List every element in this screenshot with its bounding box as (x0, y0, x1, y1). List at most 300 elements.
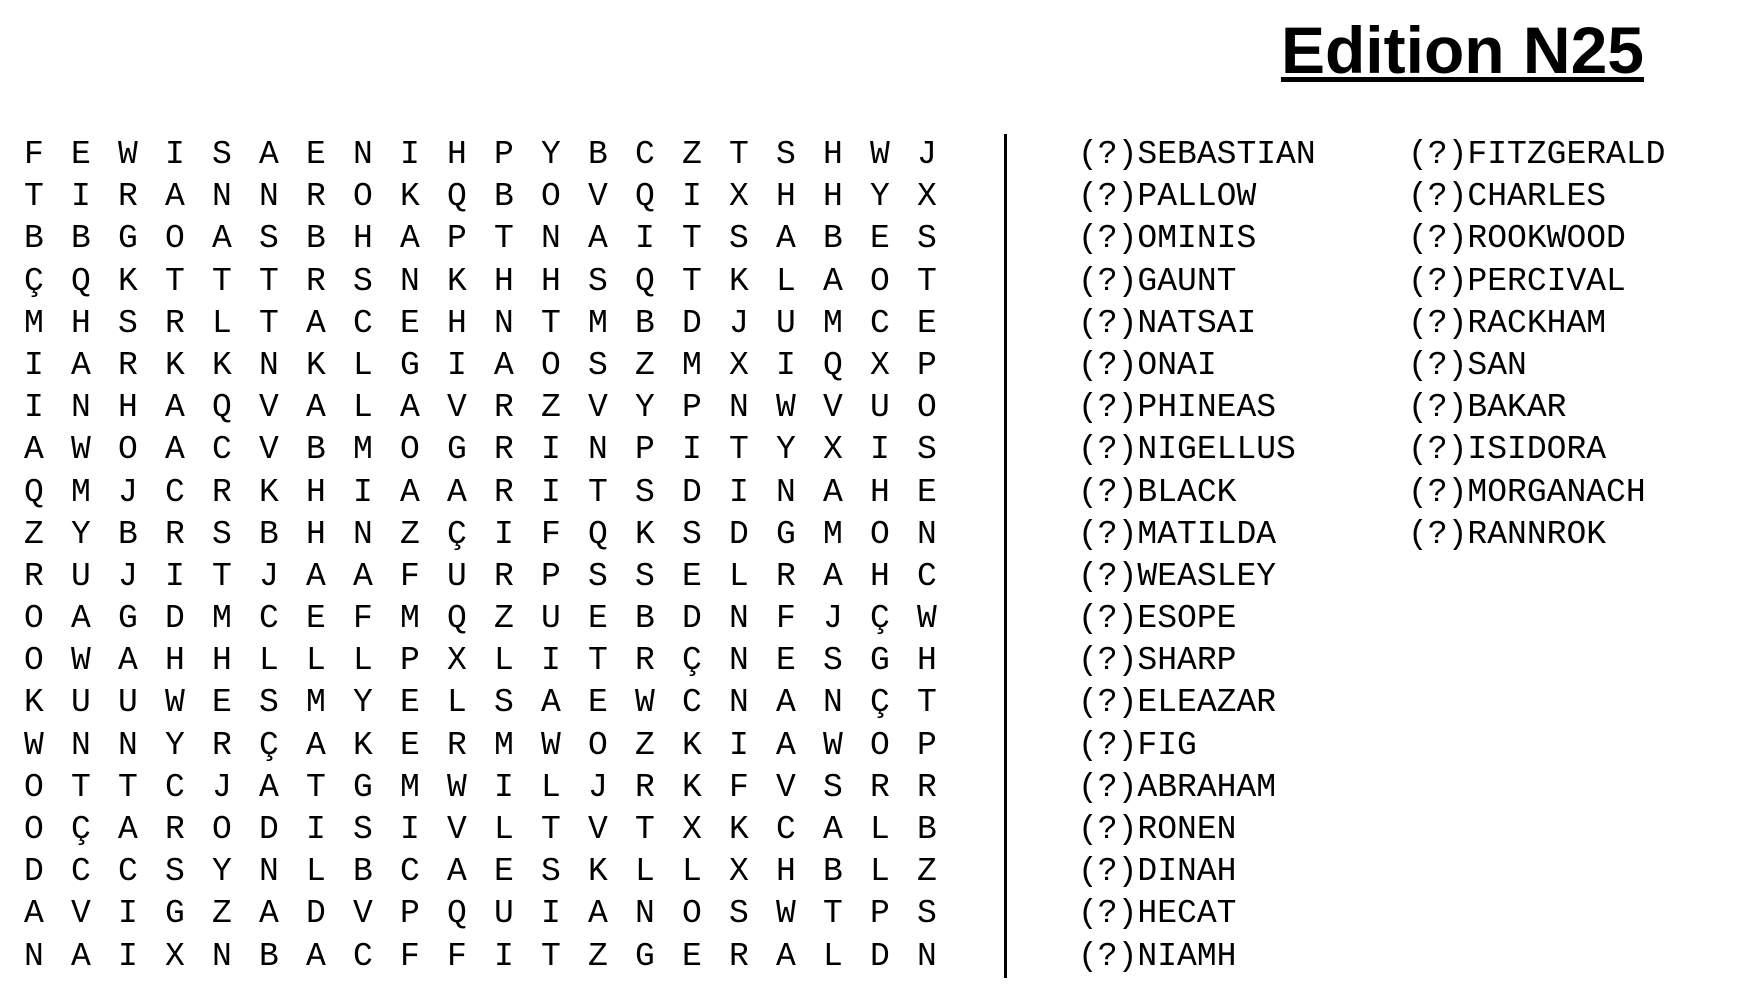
grid-cell[interactable]: T (259, 262, 279, 300)
grid-cell[interactable]: Q (635, 262, 655, 300)
grid-cell[interactable]: F (353, 600, 373, 638)
grid-cell[interactable]: I (447, 346, 467, 384)
grid-cell[interactable]: I (24, 389, 44, 427)
grid-cell[interactable]: T (729, 136, 749, 173)
found-marker[interactable]: (?) (1408, 515, 1468, 553)
grid-cell[interactable]: D (24, 853, 44, 891)
grid-cell[interactable]: A (71, 937, 91, 975)
grid-cell[interactable]: N (729, 642, 749, 680)
grid-cell[interactable]: X (729, 346, 749, 384)
grid-cell[interactable]: Y (212, 853, 232, 891)
grid-cell[interactable]: Y (776, 431, 796, 469)
grid-cell[interactable]: I (118, 895, 138, 933)
grid-cell[interactable]: T (259, 304, 279, 342)
grid-cell[interactable]: W (541, 726, 561, 764)
grid-cell[interactable]: H (306, 515, 326, 553)
grid-cell[interactable]: J (212, 768, 232, 806)
word-item[interactable] (1078, 218, 1316, 260)
grid-cell[interactable]: R (776, 557, 796, 595)
grid-cell[interactable]: B (118, 515, 138, 553)
grid-cell[interactable]: S (541, 853, 561, 891)
grid-cell[interactable]: J (118, 473, 138, 511)
grid-cell[interactable]: R (165, 811, 185, 848)
grid-cell[interactable]: Z (635, 726, 655, 764)
grid-cell[interactable]: A (165, 431, 185, 469)
grid-cell[interactable]: C (776, 811, 796, 848)
word-item[interactable] (1408, 261, 1665, 303)
grid-cell[interactable]: N (353, 136, 373, 173)
word-item[interactable] (1408, 134, 1665, 176)
grid-cell[interactable]: W (635, 684, 655, 722)
grid-cell[interactable]: E (917, 304, 937, 342)
grid-cell[interactable]: W (447, 768, 467, 806)
grid-cell[interactable]: V (353, 895, 373, 933)
grid-cell[interactable]: O (870, 726, 890, 764)
grid-cell[interactable]: P (917, 726, 937, 764)
grid-cell[interactable]: M (400, 600, 420, 638)
grid-cell[interactable]: T (541, 304, 561, 342)
grid-cell[interactable]: L (353, 346, 373, 384)
grid-cell[interactable]: A (588, 895, 608, 933)
grid-cell[interactable]: V (588, 811, 608, 848)
grid-cell[interactable]: U (71, 684, 91, 722)
grid-cell[interactable]: L (447, 684, 467, 722)
grid-cell[interactable]: H (118, 389, 138, 427)
grid-cell[interactable]: H (447, 304, 467, 342)
grid-cell[interactable]: H (823, 136, 843, 173)
found-marker[interactable]: (?) (1078, 473, 1138, 511)
grid-cell[interactable]: E (682, 557, 702, 595)
word-item[interactable] (1408, 176, 1665, 218)
grid-cell[interactable]: B (24, 220, 44, 258)
grid-cell[interactable]: A (823, 473, 843, 511)
grid-cell[interactable]: I (118, 937, 138, 975)
grid-cell[interactable]: L (212, 304, 232, 342)
grid-cell[interactable]: I (870, 431, 890, 469)
grid-cell[interactable]: L (306, 642, 326, 680)
grid-cell[interactable]: V (259, 431, 279, 469)
grid-cell[interactable]: N (212, 178, 232, 216)
grid-cell[interactable]: U (870, 389, 890, 427)
grid-cell[interactable]: E (306, 600, 326, 638)
grid-cell[interactable]: I (729, 726, 749, 764)
grid-cell[interactable]: W (118, 136, 138, 173)
grid-cell[interactable]: M (823, 515, 843, 553)
grid-cell[interactable]: R (494, 473, 514, 511)
grid-cell[interactable]: O (870, 515, 890, 553)
word-item[interactable] (1078, 472, 1316, 514)
grid-cell[interactable]: J (588, 768, 608, 806)
grid-cell[interactable]: M (212, 600, 232, 638)
grid-cell[interactable]: A (118, 811, 138, 848)
grid-cell[interactable]: K (306, 346, 326, 384)
grid-cell[interactable]: S (212, 515, 232, 553)
grid-cell[interactable]: S (259, 684, 279, 722)
grid-cell[interactable]: N (259, 853, 279, 891)
grid-cell[interactable]: S (118, 304, 138, 342)
grid-cell[interactable]: N (917, 515, 937, 553)
grid-cell[interactable]: I (165, 136, 185, 173)
grid-cell[interactable]: K (635, 515, 655, 553)
grid-cell[interactable]: K (165, 346, 185, 384)
grid-cell[interactable]: V (71, 895, 91, 933)
grid-cell[interactable]: R (306, 178, 326, 216)
word-item[interactable] (1408, 303, 1665, 345)
grid-cell[interactable]: R (917, 768, 937, 806)
grid-cell[interactable]: F (24, 136, 44, 173)
grid-cell[interactable]: N (541, 220, 561, 258)
grid-cell[interactable]: E (588, 600, 608, 638)
grid-cell[interactable]: C (259, 600, 279, 638)
grid-cell[interactable]: O (541, 346, 561, 384)
grid-cell[interactable]: T (71, 768, 91, 806)
grid-cell[interactable]: Z (494, 600, 514, 638)
grid-cell[interactable]: A (447, 473, 467, 511)
grid-cell[interactable]: S (259, 220, 279, 258)
grid-cell[interactable]: I (165, 557, 185, 595)
grid-cell[interactable]: M (400, 768, 420, 806)
grid-cell[interactable]: E (71, 136, 91, 173)
grid-cell[interactable]: S (165, 853, 185, 891)
grid-cell[interactable]: T (212, 262, 232, 300)
grid-cell[interactable]: A (776, 937, 796, 975)
grid-cell[interactable]: W (24, 726, 44, 764)
word-item[interactable] (1078, 514, 1316, 556)
grid-cell[interactable]: Q (24, 473, 44, 511)
grid-cell[interactable]: E (400, 726, 420, 764)
grid-cell[interactable]: E (870, 220, 890, 258)
grid-cell[interactable]: Ç (870, 600, 890, 638)
grid-cell[interactable]: R (165, 304, 185, 342)
grid-cell[interactable]: Z (588, 937, 608, 975)
found-marker[interactable]: (?) (1078, 262, 1138, 300)
grid-cell[interactable]: M (353, 431, 373, 469)
grid-cell[interactable]: A (259, 895, 279, 933)
grid-cell[interactable]: A (212, 220, 232, 258)
grid-cell[interactable]: K (400, 178, 420, 216)
grid-cell[interactable]: W (71, 642, 91, 680)
grid-cell[interactable]: F (729, 768, 749, 806)
grid-cell[interactable]: T (588, 642, 608, 680)
grid-cell[interactable]: A (400, 473, 420, 511)
grid-cell[interactable]: A (494, 346, 514, 384)
grid-cell[interactable]: R (729, 937, 749, 975)
grid-cell[interactable]: A (823, 262, 843, 300)
word-item[interactable] (1078, 303, 1316, 345)
grid-cell[interactable]: C (165, 473, 185, 511)
grid-cell[interactable]: L (682, 853, 702, 891)
grid-cell[interactable]: L (870, 811, 890, 848)
grid-cell[interactable]: A (24, 895, 44, 933)
word-item[interactable] (1078, 725, 1316, 767)
grid-cell[interactable]: R (447, 726, 467, 764)
word-item[interactable] (1078, 598, 1316, 640)
grid-cell[interactable]: P (400, 895, 420, 933)
grid-cell[interactable]: I (541, 473, 561, 511)
word-item[interactable] (1078, 176, 1316, 218)
grid-cell[interactable]: K (447, 262, 467, 300)
grid-cell[interactable]: G (118, 600, 138, 638)
grid-cell[interactable]: J (729, 304, 749, 342)
word-item[interactable] (1408, 429, 1665, 471)
grid-cell[interactable]: X (823, 431, 843, 469)
grid-cell[interactable]: O (682, 895, 702, 933)
grid-cell[interactable]: M (306, 684, 326, 722)
grid-cell[interactable]: H (494, 262, 514, 300)
grid-cell[interactable]: T (165, 262, 185, 300)
grid-cell[interactable]: L (259, 642, 279, 680)
grid-cell[interactable]: F (776, 600, 796, 638)
grid-cell[interactable]: N (24, 937, 44, 975)
grid-cell[interactable]: C (635, 136, 655, 173)
grid-cell[interactable]: A (71, 346, 91, 384)
grid-cell[interactable]: O (541, 178, 561, 216)
word-item[interactable] (1078, 936, 1316, 978)
grid-cell[interactable]: D (870, 937, 890, 975)
grid-cell[interactable]: X (917, 178, 937, 216)
grid-cell[interactable]: D (306, 895, 326, 933)
grid-cell[interactable]: N (729, 684, 749, 722)
grid-cell[interactable]: G (353, 768, 373, 806)
grid-cell[interactable]: A (776, 220, 796, 258)
grid-cell[interactable]: Q (71, 262, 91, 300)
word-item[interactable] (1078, 556, 1316, 598)
grid-cell[interactable]: K (118, 262, 138, 300)
grid-cell[interactable]: G (118, 220, 138, 258)
grid-cell[interactable]: B (823, 853, 843, 891)
word-item[interactable] (1078, 261, 1316, 303)
grid-cell[interactable]: P (494, 136, 514, 173)
grid-cell[interactable]: Z (541, 389, 561, 427)
grid-cell[interactable]: E (682, 937, 702, 975)
grid-cell[interactable]: N (917, 937, 937, 975)
grid-cell[interactable]: C (353, 304, 373, 342)
grid-cell[interactable]: E (917, 473, 937, 511)
found-marker[interactable]: (?) (1078, 178, 1138, 216)
grid-cell[interactable]: Y (541, 136, 561, 173)
grid-cell[interactable]: L (729, 557, 749, 595)
grid-cell[interactable]: R (118, 346, 138, 384)
grid-cell[interactable]: W (823, 726, 843, 764)
grid-cell[interactable]: S (588, 262, 608, 300)
grid-cell[interactable]: A (118, 642, 138, 680)
grid-cell[interactable]: B (306, 220, 326, 258)
grid-cell[interactable]: P (541, 557, 561, 595)
grid-cell[interactable]: S (917, 895, 937, 933)
grid-cell[interactable]: Q (447, 600, 467, 638)
found-marker[interactable]: (?) (1078, 346, 1138, 384)
word-item[interactable] (1078, 767, 1316, 809)
grid-cell[interactable]: N (729, 389, 749, 427)
grid-cell[interactable]: M (494, 726, 514, 764)
grid-cell[interactable]: L (635, 853, 655, 891)
grid-cell[interactable]: U (71, 557, 91, 595)
grid-cell[interactable]: Y (870, 178, 890, 216)
grid-cell[interactable]: B (823, 220, 843, 258)
grid-cell[interactable]: C (165, 768, 185, 806)
grid-cell[interactable]: S (682, 515, 702, 553)
grid-cell[interactable]: K (729, 262, 749, 300)
grid-cell[interactable]: S (353, 811, 373, 848)
grid-cell[interactable]: L (870, 853, 890, 891)
grid-cell[interactable]: O (165, 220, 185, 258)
grid-cell[interactable]: O (870, 262, 890, 300)
found-marker[interactable]: (?) (1408, 304, 1468, 342)
grid-cell[interactable]: S (635, 473, 655, 511)
grid-cell[interactable]: B (306, 431, 326, 469)
grid-cell[interactable]: S (917, 431, 937, 469)
word-item[interactable] (1078, 809, 1316, 851)
grid-cell[interactable]: C (212, 431, 232, 469)
grid-cell[interactable]: A (306, 726, 326, 764)
word-item[interactable] (1078, 134, 1316, 176)
grid-cell[interactable]: A (588, 220, 608, 258)
grid-cell[interactable]: Z (682, 136, 702, 173)
grid-cell[interactable]: U (447, 557, 467, 595)
grid-cell[interactable]: A (165, 178, 185, 216)
word-item[interactable] (1078, 345, 1316, 387)
grid-cell[interactable]: Y (165, 726, 185, 764)
grid-cell[interactable]: G (870, 642, 890, 680)
grid-cell[interactable]: G (776, 515, 796, 553)
word-item[interactable] (1078, 851, 1316, 893)
grid-cell[interactable]: H (306, 473, 326, 511)
grid-cell[interactable]: T (917, 684, 937, 722)
grid-cell[interactable]: I (635, 220, 655, 258)
grid-cell[interactable]: L (776, 262, 796, 300)
grid-cell[interactable]: N (212, 937, 232, 975)
grid-cell[interactable]: A (306, 389, 326, 427)
grid-cell[interactable]: Ç (447, 515, 467, 553)
grid-cell[interactable]: T (682, 262, 702, 300)
grid-cell[interactable]: L (306, 853, 326, 891)
grid-cell[interactable]: A (259, 136, 279, 173)
grid-cell[interactable]: Z (24, 515, 44, 553)
grid-cell[interactable]: S (212, 136, 232, 173)
grid-cell[interactable]: B (588, 136, 608, 173)
grid-cell[interactable]: O (24, 811, 44, 848)
grid-cell[interactable]: H (870, 557, 890, 595)
grid-cell[interactable]: C (870, 304, 890, 342)
grid-cell[interactable]: X (729, 178, 749, 216)
grid-cell[interactable]: A (776, 726, 796, 764)
grid-cell[interactable]: L (353, 642, 373, 680)
grid-cell[interactable]: N (400, 262, 420, 300)
grid-cell[interactable]: P (635, 431, 655, 469)
grid-cell[interactable]: E (306, 136, 326, 173)
grid-cell[interactable]: N (71, 726, 91, 764)
grid-cell[interactable]: L (541, 768, 561, 806)
grid-cell[interactable]: H (776, 178, 796, 216)
grid-cell[interactable]: T (306, 768, 326, 806)
grid-cell[interactable]: O (588, 726, 608, 764)
grid-cell[interactable]: N (118, 726, 138, 764)
grid-cell[interactable]: G (635, 937, 655, 975)
grid-cell[interactable]: K (682, 768, 702, 806)
grid-cell[interactable]: R (212, 726, 232, 764)
grid-cell[interactable]: A (776, 684, 796, 722)
found-marker[interactable]: (?) (1078, 684, 1138, 722)
grid-cell[interactable]: A (400, 389, 420, 427)
grid-cell[interactable]: S (494, 684, 514, 722)
grid-cell[interactable]: T (682, 220, 702, 258)
grid-cell[interactable]: G (447, 431, 467, 469)
grid-cell[interactable]: S (823, 768, 843, 806)
found-marker[interactable]: (?) (1078, 768, 1138, 806)
found-marker[interactable]: (?) (1078, 304, 1138, 342)
grid-cell[interactable]: E (212, 684, 232, 722)
grid-cell[interactable]: C (917, 557, 937, 595)
grid-cell[interactable]: R (494, 431, 514, 469)
grid-cell[interactable]: X (682, 811, 702, 848)
grid-cell[interactable]: S (588, 346, 608, 384)
grid-cell[interactable]: W (776, 895, 796, 933)
grid-cell[interactable]: I (541, 895, 561, 933)
grid-cell[interactable]: M (823, 304, 843, 342)
grid-cell[interactable]: D (259, 811, 279, 848)
grid-cell[interactable]: X (447, 642, 467, 680)
grid-cell[interactable]: S (588, 557, 608, 595)
grid-cell[interactable]: B (71, 220, 91, 258)
grid-cell[interactable]: T (212, 557, 232, 595)
grid-cell[interactable]: V (823, 389, 843, 427)
grid-cell[interactable]: R (306, 262, 326, 300)
word-item[interactable] (1078, 640, 1316, 682)
grid-cell[interactable]: V (447, 811, 467, 848)
grid-cell[interactable]: L (823, 937, 843, 975)
grid-cell[interactable]: I (494, 515, 514, 553)
grid-cell[interactable]: H (71, 304, 91, 342)
grid-cell[interactable]: A (353, 557, 373, 595)
grid-cell[interactable]: N (729, 600, 749, 638)
grid-cell[interactable]: A (400, 220, 420, 258)
grid-cell[interactable]: K (682, 726, 702, 764)
grid-cell[interactable]: S (729, 895, 749, 933)
found-marker[interactable]: (?) (1078, 557, 1138, 595)
grid-cell[interactable]: Ç (259, 726, 279, 764)
grid-cell[interactable]: O (24, 642, 44, 680)
grid-cell[interactable]: H (212, 642, 232, 680)
grid-cell[interactable]: Y (635, 389, 655, 427)
grid-cell[interactable]: T (588, 473, 608, 511)
grid-cell[interactable]: D (682, 473, 702, 511)
grid-cell[interactable]: E (776, 642, 796, 680)
grid-cell[interactable]: Z (635, 346, 655, 384)
found-marker[interactable]: (?) (1408, 220, 1468, 258)
grid-cell[interactable]: C (400, 853, 420, 891)
grid-cell[interactable]: R (212, 473, 232, 511)
grid-cell[interactable]: P (870, 895, 890, 933)
grid-cell[interactable]: P (917, 346, 937, 384)
grid-cell[interactable]: N (494, 304, 514, 342)
grid-cell[interactable]: F (447, 937, 467, 975)
found-marker[interactable]: (?) (1078, 726, 1138, 764)
grid-cell[interactable]: N (776, 473, 796, 511)
grid-cell[interactable]: D (729, 515, 749, 553)
grid-cell[interactable]: I (400, 811, 420, 848)
grid-cell[interactable]: O (24, 768, 44, 806)
found-marker[interactable]: (?) (1408, 178, 1468, 216)
grid-cell[interactable]: A (71, 600, 91, 638)
grid-cell[interactable]: N (635, 895, 655, 933)
grid-cell[interactable]: V (447, 389, 467, 427)
grid-cell[interactable]: Q (588, 515, 608, 553)
grid-cell[interactable]: I (306, 811, 326, 848)
grid-cell[interactable]: I (24, 346, 44, 384)
grid-cell[interactable]: C (353, 937, 373, 975)
grid-cell[interactable]: F (400, 937, 420, 975)
grid-cell[interactable]: U (118, 684, 138, 722)
